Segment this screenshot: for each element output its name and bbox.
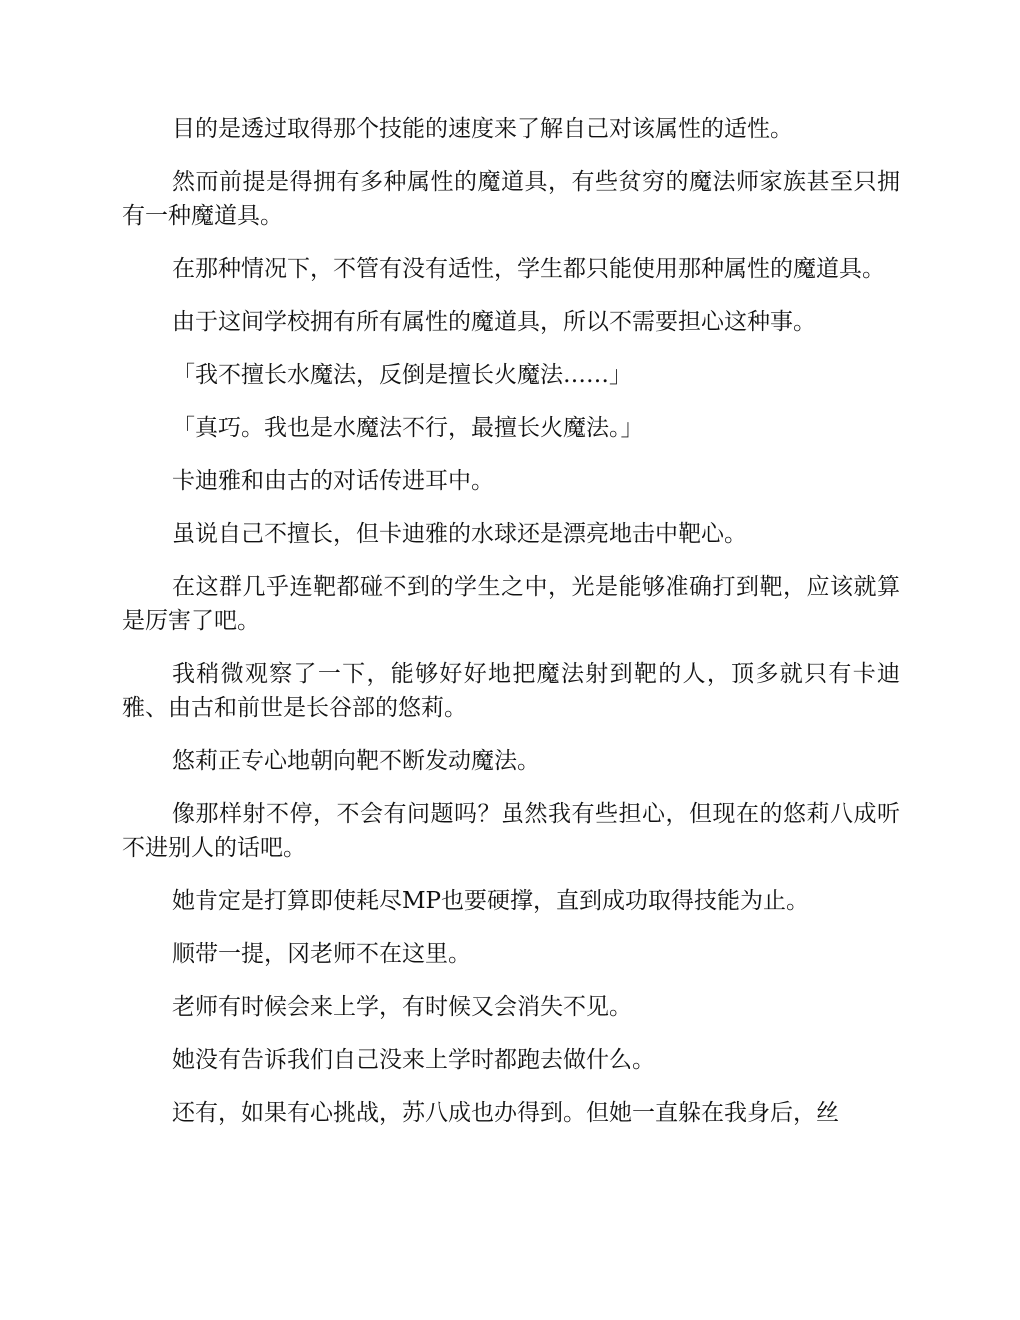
paragraph: 她没有告诉我们自己没来上学时都跑去做什么。 <box>172 1047 655 1073</box>
paragraph: 虽说自己不擅长，但卡迪雅的水球还是漂亮地击中靶心。 <box>172 521 747 547</box>
paragraph: 目的是透过取得那个技能的速度来了解自己对该属性的适性。 <box>172 116 793 142</box>
document-page <box>122 112 900 1149</box>
paragraph: 然而前提是得拥有多种属性的魔道具，有些贫穷的魔法师家族甚至只拥有一种魔道具。 <box>122 169 900 229</box>
paragraph: 「真巧。我也是水魔法不行，最擅长火魔法。」 <box>172 415 644 441</box>
paragraph: 像那样射不停，不会有问题吗？虽然我有些担心，但现在的悠莉八成听不进别人的话吧。 <box>122 801 900 861</box>
paragraph: 老师有时候会来上学，有时候又会消失不见。 <box>172 994 632 1020</box>
paragraph: 还有，如果有心挑战，苏八成也办得到。但她一直躲在我身后，丝 <box>172 1100 839 1126</box>
paragraph: 顺带一提，冈老师不在这里。 <box>172 941 471 967</box>
paragraph: 她肯定是打算即使耗尽MP也要硬撑，直到成功取得技能为止。 <box>172 888 810 914</box>
paragraph: 在这群几乎连靶都碰不到的学生之中，光是能够准确打到靶，应该就算是厉害了吧。 <box>122 574 900 634</box>
paragraph: 我稍微观察了一下，能够好好地把魔法射到靶的人，顶多就只有卡迪雅、由古和前世是长谷部的悠莉。 <box>122 661 900 721</box>
paragraph: 在那种情况下，不管有没有适性，学生都只能使用那种属性的魔道具。 <box>172 256 885 282</box>
paragraph: 卡迪雅和由古的对话传进耳中。 <box>172 468 494 494</box>
paragraph: 悠莉正专心地朝向靶不断发动魔法。 <box>172 748 540 774</box>
paragraph: 由于这间学校拥有所有属性的魔道具，所以不需要担心这种事。 <box>172 309 816 335</box>
paragraph: 「我不擅长水魔法，反倒是擅长火魔法……」 <box>172 362 632 388</box>
